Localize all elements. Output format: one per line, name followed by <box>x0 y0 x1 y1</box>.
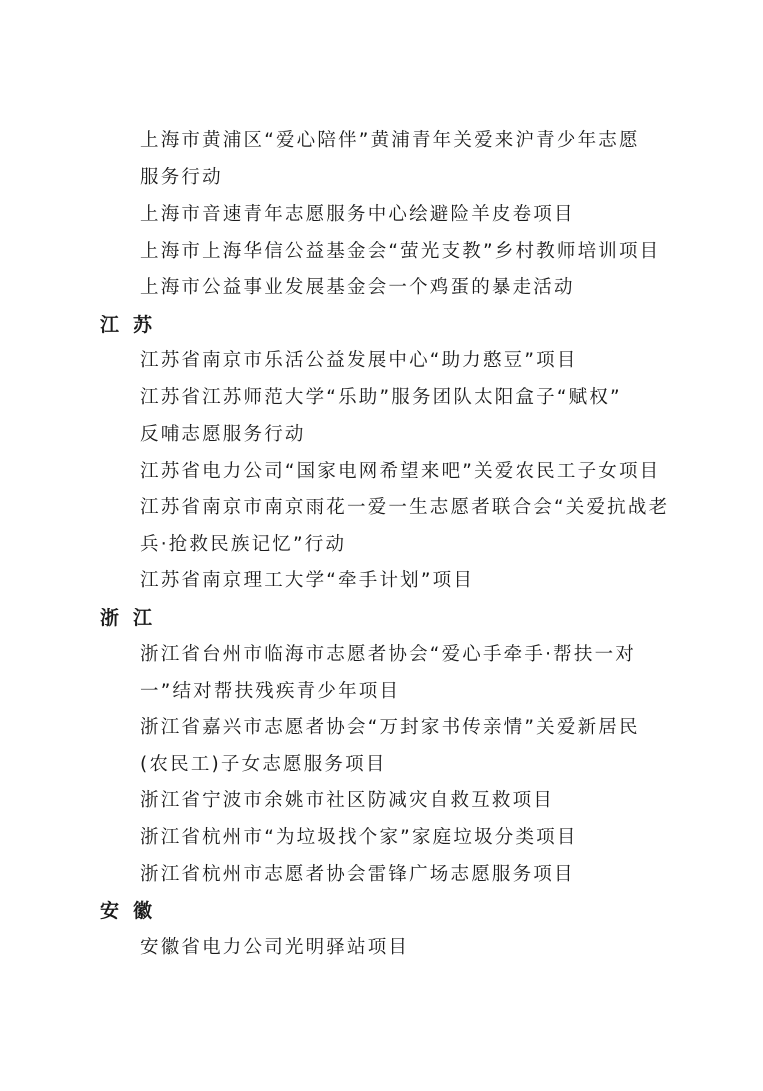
list-item-line: 浙江省宁波市余姚市社区防减灾自救互救项目 <box>140 790 555 811</box>
list-item-line: (农民工)子女志愿服务项目 <box>140 754 387 775</box>
list-item-line: 浙江省台州市临海市志愿者协会“爱心手牵手·帮扶一对 <box>140 644 636 665</box>
section-heading-anhui: 安徽 <box>100 900 167 922</box>
list-item-line: 服务行动 <box>140 167 223 188</box>
list-item-line: 上海市上海华信公益基金会“萤光支教”乡村教师培训项目 <box>140 241 661 262</box>
list-item-line: 反哺志愿服务行动 <box>140 424 306 445</box>
list-item-line: 兵·抢救民族记忆”行动 <box>140 534 347 555</box>
list-item-line: 浙江省杭州市志愿者协会雷锋广场志愿服务项目 <box>140 864 575 885</box>
section-heading-jiangsu: 江苏 <box>100 314 167 336</box>
list-item-line: 浙江省杭州市“为垃圾找个家”家庭垃圾分类项目 <box>140 827 578 848</box>
list-item-line: 江苏省江苏师范大学“乐助”服务团队太阳盒子“赋权” <box>140 387 622 408</box>
section-heading-zhejiang: 浙江 <box>100 607 167 629</box>
list-item-line: 江苏省南京市乐活公益发展中心“助力憨豆”项目 <box>140 350 578 371</box>
list-item-line: 浙江省嘉兴市志愿者协会“万封家书传亲情”关爱新居民 <box>140 717 640 738</box>
list-item-line: 上海市黄浦区“爱心陪伴”黄浦青年关爱来沪青少年志愿 <box>140 130 640 151</box>
list-item-line: 江苏省电力公司“国家电网希望来吧”关爱农民工子女项目 <box>140 461 661 482</box>
list-item-line: 上海市公益事业发展基金会一个鸡蛋的暴走活动 <box>140 277 575 298</box>
list-item-line: 江苏省南京市南京雨花一爱一生志愿者联合会“关爱抗战老 <box>140 497 670 518</box>
list-item-line: 上海市音速青年志愿服务中心绘避险羊皮卷项目 <box>140 204 575 225</box>
list-item-line: 一”结对帮扶残疾青少年项目 <box>140 681 401 702</box>
list-item-line: 江苏省南京理工大学“牵手计划”项目 <box>140 570 475 591</box>
list-item-line: 安徽省电力公司光明驿站项目 <box>140 937 410 958</box>
